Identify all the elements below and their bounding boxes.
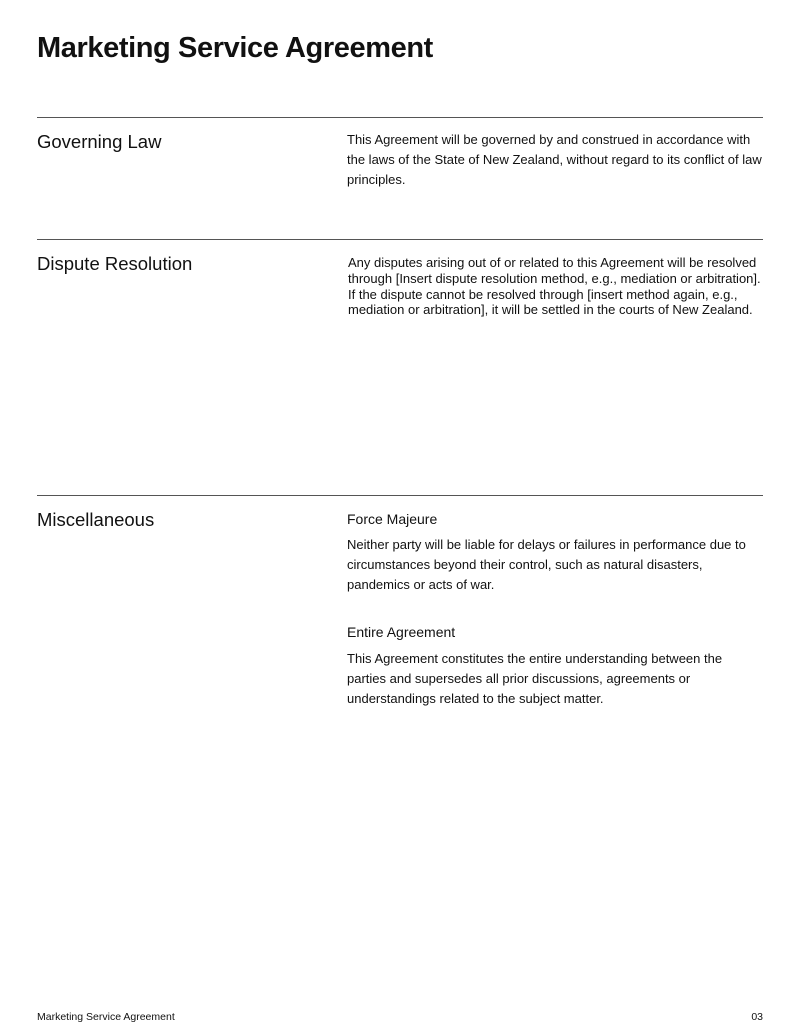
entire-agreement-heading: Entire Agreement	[347, 624, 456, 640]
entire-agreement-text: This Agreement constitutes the entire understanding between the parties and supersedes all prior discussions, agreements or understandings related to the subject matter.	[347, 651, 723, 706]
footer-document-title: Marketing Service Agreement	[37, 1011, 175, 1023]
page-number: 03	[751, 1011, 763, 1023]
section-divider	[37, 117, 763, 118]
dispute-resolution-heading: Dispute Resolution	[37, 253, 193, 274]
dispute-resolution-text: Any disputes arising out of or related to this Agreement will be resolved through [Insert dispute resolution method, e.g., mediation or arbitration]. If the dispute cannot be resolved through [insert method again, e.g., mediation or arbitration], it will be settled in the courts of New Zealand.	[348, 255, 761, 318]
miscellaneous-heading: Miscellaneous	[37, 509, 155, 530]
force-majeure-text: Neither party will be liable for delays or failures in performance due to circumstances beyond their control, such as natural disasters, pandemics or acts of war.	[347, 537, 746, 592]
section-divider	[37, 495, 763, 496]
governing-law-text: This Agreement will be governed by and construed in accordance with the laws of the State of New Zealand, without regard to its conflict of law principles.	[347, 132, 762, 187]
section-divider	[37, 239, 763, 240]
force-majeure-heading: Force Majeure	[347, 511, 438, 527]
governing-law-heading: Governing Law	[37, 131, 162, 152]
page-title: Marketing Service Agreement	[37, 32, 433, 64]
